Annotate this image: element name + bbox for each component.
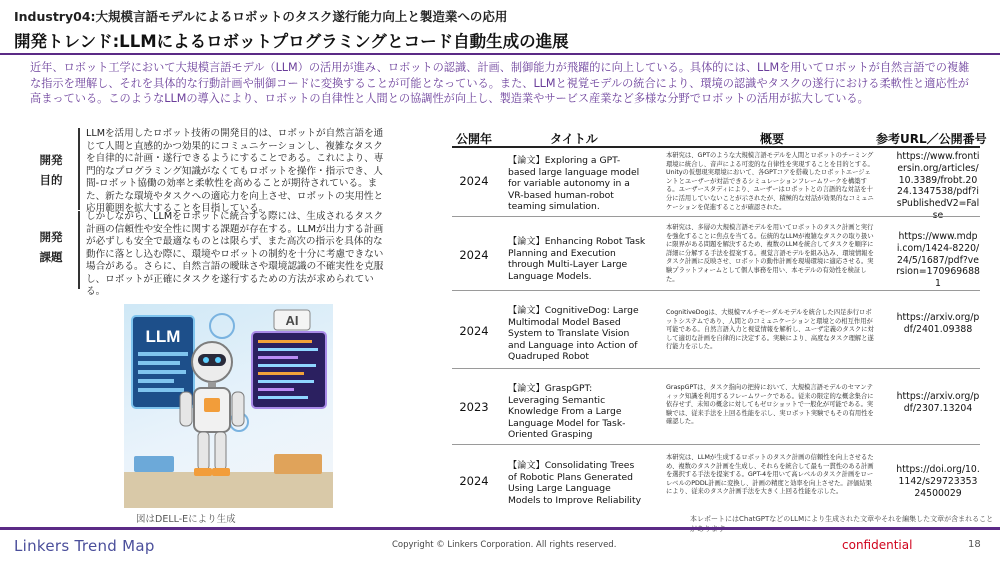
robot-illustration [124, 304, 333, 508]
challenge-bar [78, 211, 80, 289]
table-row-url[interactable]: https://www.mdpi.com/1424-8220/24/5/1687/pdf?version=1709696881 [896, 231, 980, 290]
llm-screen-label: LLM [145, 327, 181, 346]
table-row-year: 2024 [459, 248, 489, 262]
challenge-label: 開発 課題 [39, 230, 63, 264]
title-divider [0, 53, 1000, 55]
section-title: Industry04:大規模言語モデルによるロボットのタスク遂行能力向上と製造業への応用 [14, 9, 508, 24]
table-row-url[interactable]: https://www.frontiersin.org/articles/10.3389/frobt.2024.1347538/pdf?isPublishedV2=Fal [896, 151, 980, 210]
col-header-year: 公開年 [456, 132, 493, 146]
table-row-year: 2024 [459, 174, 489, 188]
table-row-summary: 本研究は、多層の大規模言語モデルを用いてロボットのタスク計画と実行を強化することに焦点を当てる。伝統的なLLMが複雑なタスクの取り扱いに限界がある問題を解決するため、複数のLLMを統合してタスクを順序に詳細に分解する手法を提案する。視覚言語モデルを組み込み、環境情報をタスク計画に反映させ、ロボットの動作計画を現場環境に適応させる。実験プラットフォームとして個人事務を用い、本モデルの有効性を検証した。 [666, 224, 874, 283]
col-header-title: タイトル [550, 132, 598, 146]
confidential-label: confidential [842, 538, 913, 552]
page-title: 開発トレンド:LLMによるロボットプログラミングとコード自動生成の進展 [14, 32, 569, 51]
robot-image [124, 304, 333, 508]
row-divider [452, 444, 980, 445]
row-divider [452, 368, 980, 369]
table-row-summary: 本研究は、LLMが生成するロボットのタスク計画の信頼性を向上させるため、複数のタスク計画を生成し、それらを統合して最も一貫性のある計画を選択する手法を提案する。GPT-4を用いて高レベルのタスク計画をローレベルのPDDL計画に変換し、計画の精度と効率を向上させた。評価結果により、従来のタスク計画手法を大きく上回る性能を示した。 [666, 454, 874, 496]
table-row-year: 2023 [459, 400, 489, 414]
table-row-title: 【論文】Exploring a GPT-based large language model for variable autonomy in a VR-based human-robot teaming simulation. [508, 155, 640, 212]
table-row-title: 【論文】Enhancing Robot Task Planning and Execution through Multi-Layer Large Language Models. [508, 236, 646, 282]
illustration-caption: 図はDELL-Eにより生成 [136, 514, 236, 525]
row-divider [452, 216, 980, 217]
table-header-divider [452, 146, 980, 148]
table-row-title: 【論文】CognitiveDog: Large Multimodal Model Based System to Translate Vision and Language into Action of Quadruped Robot [508, 305, 639, 362]
table-row-year: 2024 [459, 324, 489, 338]
purpose-block [30, 128, 385, 214]
purpose-bar [78, 128, 80, 210]
table-row-url[interactable]: https://arxiv.org/pdf/2307.13204 [896, 391, 980, 414]
table-row-summary: 本研究は、GPTのような大規模言語モデルを人間とロボットのチーミング環境に統合し、音声による可変的な自律性を実現することを目的とする。Unityの仮想現実環境において、各GPTコアを搭載したロボットエージェントとユーザーが対話できるシミュレーションフレームワークを構築する。ユーザースタディにより、ユーザーはロボットとの言語的な対話を十分に活用していないことが示されたが、積極的な対話が効果的なコミュニケーションを促進することが確認された。 [666, 152, 874, 211]
purpose-label: 開発 目的 [39, 153, 63, 187]
brand-logo: Linkers Trend Map [14, 537, 155, 555]
ai-badge-label: AI [285, 313, 299, 328]
col-header-url: 参考URL／公開番号 [876, 132, 987, 146]
table-row-title: 【論文】GraspGPT: Leveraging Semantic Knowledge From a Large Language Model for Task-Oriented Grasping [508, 383, 626, 440]
llm-disclaimer: 本レポートにはChatGPTなどのLLMにより生成された文章やそれを編集した文章が含まれること [690, 515, 994, 523]
page-number: 18 [968, 539, 981, 550]
table-row-summary: GraspGPTは、タスク指向の把持において、大規模言語モデルのセマンティック知識を利用するフレームワークである。従来の限定的な概念集合に依存せず、未知の概念に対してもゼロショットで一般化が可能である。実験では、従来手法を上回る性能を示し、実ロボット実験でもその有用性を確認した。 [666, 384, 874, 426]
table-row-year: 2024 [459, 474, 489, 488]
copyright-text: Copyright © Linkers Corporation. All rights reserved. [392, 540, 617, 550]
challenge-block [30, 211, 385, 297]
row-divider [452, 290, 980, 291]
table-row-summary: CognitiveDogは、大規模マルチモーダルモデルを統合した四足歩行ロボットシステムであり、人間とのコミュニケーションと環境との相互作用が可能である。自然言語入力と視覚情報を解析し、ユーザ定義のタスクに対して適切な計画を自律的に決定する。実験により、高度なタスク理解と遂行能力を示した。 [666, 309, 874, 351]
table-row-url[interactable]: https://doi.org/10.1142/s2972335324500029 [896, 464, 980, 499]
col-header-summary: 概要 [760, 132, 785, 146]
intro-paragraph: 近年、ロボット工学において大規模言語モデル（LLM）の活用が進み、ロボットの認識、計画、制御能力が飛躍的に向上している。具体的には、LLMを用いてロボットが自然言語での複雑な指示を理解し、それを具体的な行動計画や制御コードに変換することが可能となっている。また、LLMと視覚モデルの統合により、環境の認識やタスクの遂行における柔軟性と適応性が高まっている。このようなLLMの導入により、ロボットの自律性と人間との協調性が向上し、製造業やサービス産業など多様な分野でロボットの活用が拡大している。 [30, 61, 970, 105]
purpose-text: LLMを活用したロボット技術の開発目的は、ロボットが自然言語を通じて人間と直感的かつ効果的にコミュニケーションし、複雑なタスクを自律的に計画・遂行できるようにすることである。これにより、専門的なプログラミング知識がなくてもロボットを操作・指示でき、人間-ロボット協働の効率と柔軟性を高めることが期待されている。また、新たな環境やタスクへの適応力を向上させ、ロボットの実用性と応用範囲を拡大することを目指している。 [86, 128, 384, 214]
challenge-text: しかしながら、LLMをロボットに統合する際には、生成されるタスク計画の信頼性や安全性に関する課題が存在する。LLMが出力する計画が必ずしも安全で最適なものとは限らず、また高次の指示を具体的な動作に落とし込む際に、環境やロボットの制約を十分に考慮できない場合がある。さらに、自然言語の曖昧さや環境認識の不確実性を克服し、ロボットが正確にタスクを遂行するための方法が求められている。 [86, 211, 384, 297]
footer-divider [0, 527, 1000, 530]
table-row-title: 【論文】Consolidating Trees of Robotic Plans Generated Using Large Language Models to Improve Reliability [508, 460, 642, 506]
table-row-url[interactable]: https://arxiv.org/pdf/2401.09388 [896, 312, 980, 335]
